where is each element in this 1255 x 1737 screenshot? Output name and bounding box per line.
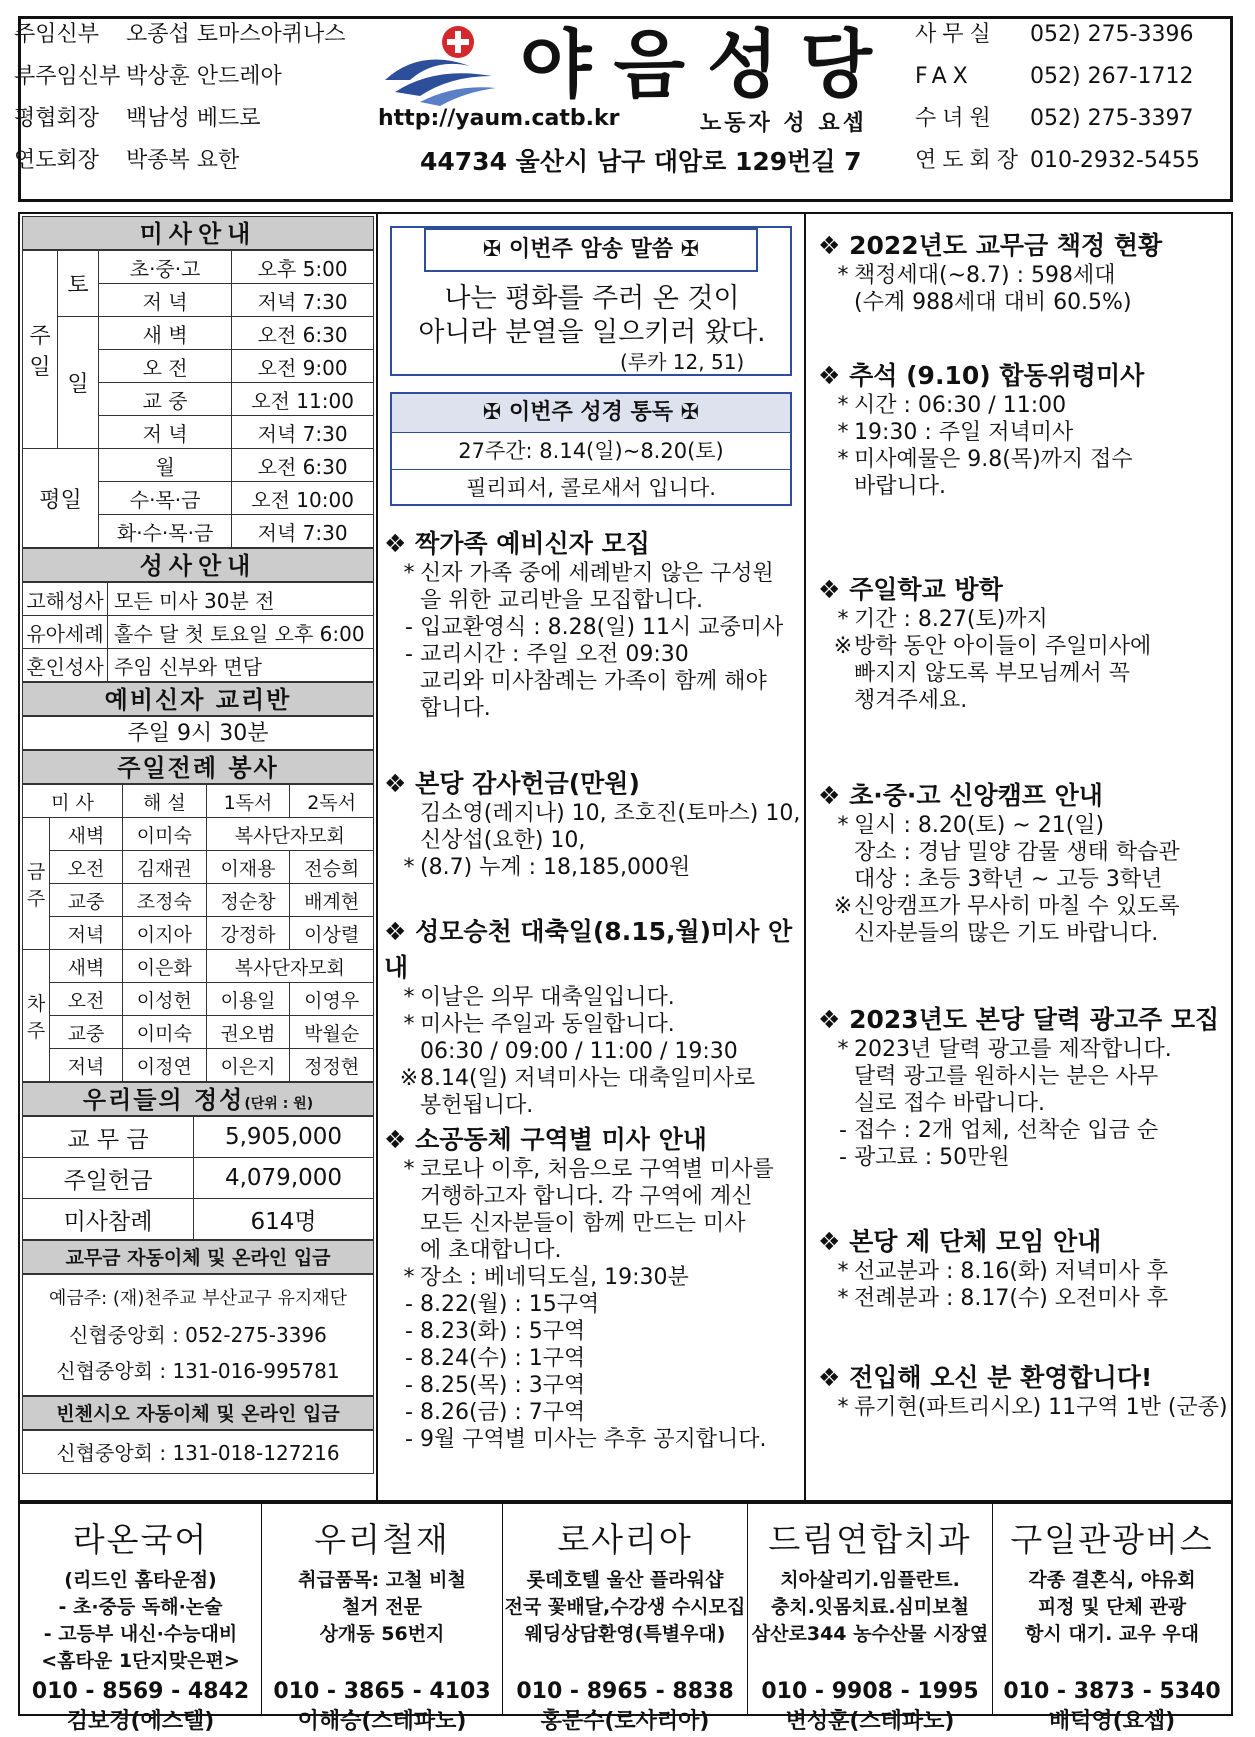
ad-line: <홈타운 1단지맞은편> xyxy=(41,1650,240,1672)
notice-section xyxy=(818,226,1228,316)
notice-line: * 시간 : 06:30 / 11:00 xyxy=(837,393,1067,418)
ad-line: 웨딩상담환영(특별우대) xyxy=(524,1623,726,1645)
ad-block xyxy=(993,1504,1231,1734)
notice-line: ※방학 동안 아이들이 주일미사에 xyxy=(833,634,1152,659)
notice-heading: ❖ 성모승천 대축일(8.15,월)미사 안내 xyxy=(384,917,793,982)
ad-phone: 010 - 3873 - 5340 xyxy=(1003,1679,1221,1704)
sunday-group-label: 주일 xyxy=(23,251,58,449)
left-column xyxy=(22,216,374,1474)
notice-line: 모든 신자분들이 함께 만드는 미사 xyxy=(420,1211,746,1236)
table-row: 저녁 이정연 이은지 정정현 xyxy=(23,1049,374,1082)
staff-row: 평협회장 백남성 베드로 xyxy=(14,106,261,131)
notice-line: 챙겨주세요. xyxy=(854,688,968,713)
ad-line: 항시 대기. 교우 우대 xyxy=(1025,1623,1199,1645)
catechumen-time: 주일 9시 30분 xyxy=(22,716,374,750)
table-row: 수·목·금 오전 10:00 xyxy=(23,482,374,515)
notice-line: - 8.24(수) : 1구역 xyxy=(405,1346,586,1371)
notice-heading: ❖ 2023년도 본당 달력 광고주 모집 xyxy=(818,1005,1220,1034)
table-row: 오전 이성헌 이용일 이영우 xyxy=(23,983,374,1016)
service-table xyxy=(22,784,374,1082)
catechumen-title: 예비신자 교리반 xyxy=(22,682,374,716)
notice-line: - 광고료 : 50만원 xyxy=(839,1145,1010,1170)
parish-url[interactable]: http://yaum.catb.kr xyxy=(378,106,620,131)
table-row: 유아세례 홀수 달 첫 토요일 오후 6:00 xyxy=(23,616,374,649)
notice-heading: ❖ 전입해 오신 분 환영합니다! xyxy=(818,1363,1153,1392)
table-row: 미사참례 614명 xyxy=(23,1199,374,1240)
table-row: 저녁 이지아 강정하 이상렬 xyxy=(23,917,374,950)
table-row: 오 전 오전 9:00 xyxy=(23,350,374,383)
notice-heading: ❖ 소공동체 구역별 미사 안내 xyxy=(384,1125,707,1154)
mass-title: 미사안내 xyxy=(22,216,374,250)
table-row: 혼인성사 주임 신부와 면담 xyxy=(23,649,374,682)
ad-block xyxy=(503,1504,748,1734)
notice-section xyxy=(384,912,804,1119)
table-row: 교중 이미숙 권오범 박월순 xyxy=(23,1016,374,1049)
notice-line: * 신자 가족 중에 세례받지 않은 구성원 xyxy=(403,561,774,586)
next-week-label: 차주 xyxy=(23,950,50,1082)
table-row: 고해성사 모든 미사 30분 전 xyxy=(23,583,374,616)
ad-owner: 배덕영(요셉) xyxy=(1048,1709,1176,1734)
notice-line: - 입교환영식 : 8.28(일) 11시 교중미사 xyxy=(405,615,784,640)
ad-name: 라온국어 xyxy=(72,1520,209,1559)
notice-section xyxy=(384,524,804,722)
notice-line: ※신앙캠프가 무사히 마칠 수 있도록 xyxy=(833,894,1180,919)
table-row: 오전 김재권 이재용 전승희 xyxy=(23,851,374,884)
notice-line: 봉헌됩니다. xyxy=(420,1093,534,1118)
parish-title: 야음성당 xyxy=(520,22,894,108)
ad-line: 철거 전문 xyxy=(341,1596,423,1618)
table-row: 주일헌금 4,079,000 xyxy=(23,1158,374,1199)
notice-section xyxy=(384,1120,804,1453)
ad-owner: 홍문수(로사리아) xyxy=(540,1709,710,1734)
notice-section xyxy=(818,570,1228,714)
staff-list xyxy=(14,14,374,182)
notice-line: * (8.7) 누계 : 18,185,000원 xyxy=(403,855,691,880)
bible-reading-box xyxy=(390,392,792,506)
notice-line: 신상섭(요한) 10, xyxy=(420,828,586,853)
ad-name: 드림연합치과 xyxy=(768,1520,972,1559)
notice-line: 에 초대합니다. xyxy=(420,1238,562,1263)
notice-line: * 2023년 달력 광고를 제작합니다. xyxy=(837,1037,1172,1062)
notice-line: * 책정세대(~8.7) : 598세대 xyxy=(837,263,1116,288)
contact-row: FAX 052) 267-1712 xyxy=(915,64,1194,89)
account1-info: 예금주: (재)천주교 부산교구 유지재단 신협중앙회 : 052-275-3396 신협중앙회 : 131-016-995781 xyxy=(22,1274,374,1396)
contact-row: 수녀원 052) 275-3397 xyxy=(915,106,1194,131)
notice-line: 달력 광고를 원하시는 분은 사무 xyxy=(854,1064,1159,1089)
bible-title: ✠ 이번주 성경 통독 ✠ xyxy=(392,394,790,433)
ad-line: 전국 꽃배달,수강생 수시모집 xyxy=(504,1596,746,1618)
ad-line: - 고등부 내신·수능대비 xyxy=(43,1623,238,1645)
ad-phone: 010 - 9908 - 1995 xyxy=(761,1679,979,1704)
notice-line: * 선교분과 : 8.16(화) 저녁미사 후 xyxy=(837,1259,1169,1284)
account1-title: 교무금 자동이체 및 온라인 입금 xyxy=(22,1240,374,1274)
verse-title: ✠ 이번주 암송 말씀 ✠ xyxy=(424,228,758,272)
notice-heading: ❖ 주일학교 방학 xyxy=(818,575,1003,604)
notice-line: * 일시 : 8.20(토) ~ 21(일) xyxy=(837,813,1105,838)
parish-logo-icon xyxy=(380,18,500,108)
table-row: 차주 새벽 이은화 복사단자모회 xyxy=(23,950,374,983)
ad-owner: 김보경(에스텔) xyxy=(66,1709,215,1734)
table-row: 교중 조정숙 정순창 배계현 xyxy=(23,884,374,917)
notice-line: 06:30 / 09:00 / 11:00 / 19:30 xyxy=(420,1039,738,1064)
bible-period: 27주간: 8.14(일)~8.20(토) xyxy=(392,433,790,470)
account2-info: 신협중앙회 : 131-018-127216 xyxy=(22,1430,374,1474)
ad-block xyxy=(20,1504,262,1734)
sacrament-table xyxy=(22,582,374,682)
table-row: 평일 월 오전 6:30 xyxy=(23,449,374,482)
service-title: 주일전례 봉사 xyxy=(22,750,374,784)
notice-heading: ❖ 추석 (9.10) 합동위령미사 xyxy=(818,361,1145,390)
notice-line: - 교리시간 : 주일 오전 09:30 xyxy=(405,642,689,667)
ad-line: 취급품목: 고철 비철 xyxy=(298,1569,466,1591)
notice-line: ※8.14(일) 저녁미사는 대축일미사로 xyxy=(399,1066,756,1091)
notice-line: * 미사예물은 9.8(목)까지 접수 xyxy=(837,447,1133,472)
notice-line: - 9월 구역별 미사는 추후 공지합니다. xyxy=(405,1427,767,1452)
sunday-label: 일 xyxy=(58,317,99,449)
notice-heading: ❖ 본당 감사헌금(만원) xyxy=(384,769,640,798)
staff-row: 연도회장 박종복 요한 xyxy=(14,148,240,173)
sacrament-title: 성사안내 xyxy=(22,548,374,582)
offering-table xyxy=(22,1116,374,1240)
ad-owner: 이해승(스테파노) xyxy=(297,1709,467,1734)
table-row: 저 녁 저녁 7:30 xyxy=(23,284,374,317)
table-row: 주일 토 초·중·고 오후 5:00 xyxy=(23,251,374,284)
notice-line: 거행하고자 합니다. 각 구역에 계신 xyxy=(420,1184,753,1209)
notice-line: - 접수 : 2개 업체, 선착순 입금 순 xyxy=(839,1118,1159,1143)
patron-saint: 노동자 성 요셉 xyxy=(700,111,867,136)
notice-line: (수계 988세대 대비 60.5%) xyxy=(854,290,1132,315)
ad-block xyxy=(748,1504,993,1734)
staff-row: 주임신부 오종섭 토마스아퀴나스 xyxy=(14,22,346,47)
ad-phone: 010 - 8569 - 4842 xyxy=(31,1679,250,1704)
notice-line: 신자분들의 많은 기도 바랍니다. xyxy=(854,921,1159,946)
verse-ref: (루카 12, 51) xyxy=(620,350,745,374)
ad-name: 로사리아 xyxy=(557,1520,693,1559)
table-row: 교 중 오전 11:00 xyxy=(23,383,374,416)
notice-line: * 코로나 이후, 처음으로 구역별 미사를 xyxy=(403,1157,774,1182)
notice-line: 실로 접수 바랍니다. xyxy=(854,1091,1045,1116)
notice-section xyxy=(818,776,1228,947)
ad-name: 우리철재 xyxy=(314,1520,450,1559)
notice-line: 합니다. xyxy=(420,696,491,721)
bible-books: 필리피서, 콜로새서 입니다. xyxy=(466,476,716,500)
notice-line: 빠지지 않도록 부모님께서 꼭 xyxy=(854,661,1131,686)
this-week-label: 금주 xyxy=(23,818,50,950)
notice-section xyxy=(818,1222,1228,1312)
notice-section xyxy=(384,764,804,881)
notice-line: - 8.25(목) : 3구역 xyxy=(405,1373,586,1398)
table-row: 미 사 해 설 1독서 2독서 xyxy=(23,785,374,818)
notice-heading: ❖ 짝가족 예비신자 모집 xyxy=(384,529,650,558)
notice-section xyxy=(818,1358,1228,1421)
ad-line: (리드인 홈타운점) xyxy=(64,1569,217,1591)
notice-line: * 미사는 주일과 동일합니다. xyxy=(403,1012,675,1037)
notice-section xyxy=(818,1000,1228,1171)
ad-phone: 010 - 3865 - 4103 xyxy=(273,1679,491,1704)
notice-line: - 8.26(금) : 7구역 xyxy=(405,1400,586,1425)
weekday-label: 평일 xyxy=(23,449,99,548)
notice-line: 을 위한 교리반을 모집합니다. xyxy=(420,588,703,613)
notice-line: - 8.22(월) : 15구역 xyxy=(405,1292,600,1317)
table-row: 화·수·목·금 저녁 7:30 xyxy=(23,515,374,548)
ad-line: 상개동 56번지 xyxy=(319,1623,445,1645)
notice-heading: ❖ 본당 제 단체 모임 안내 xyxy=(818,1227,1102,1256)
ad-phone: 010 - 8965 - 8838 xyxy=(516,1679,734,1704)
ad-line: 롯데호텔 울산 플라워샵 xyxy=(526,1569,724,1591)
notice-line: 교리와 미사참례는 가족이 함께 해야 xyxy=(420,669,767,694)
ad-owner: 변성훈(스테파노) xyxy=(785,1709,955,1734)
ad-line: 삼산로344 농수산물 시장옆 xyxy=(751,1623,989,1645)
notice-line: * 기간 : 8.27(토)까지 xyxy=(837,607,1048,632)
staff-row: 부주임신부 박상훈 안드레아 xyxy=(14,64,282,89)
notice-line: 바랍니다. xyxy=(854,474,947,499)
notice-heading: ❖ 2022년도 교무금 책정 현황 xyxy=(818,231,1163,260)
notice-line: * 장소 : 베네딕도실, 19:30분 xyxy=(403,1265,689,1290)
ad-line: 각종 결혼식, 야유회 xyxy=(1028,1569,1196,1591)
notice-line: * 전례분과 : 8.17(수) 오전미사 후 xyxy=(837,1286,1169,1311)
ad-line: 충치.잇몸치료.심미보철 xyxy=(771,1596,969,1618)
ad-line: - 초·중등 독해·논술 xyxy=(58,1596,223,1618)
contact-list xyxy=(915,14,1215,182)
ad-line: 치아살리기.임플란트. xyxy=(780,1569,960,1591)
notice-line: 장소 : 경남 밀양 감물 생태 학습관 xyxy=(854,840,1180,865)
ad-line: 피정 및 단체 관광 xyxy=(1037,1596,1187,1618)
notice-line: * 19:30 : 주일 저녁미사 xyxy=(837,420,1074,445)
verse-text: 나는 평화를 주러 온 것이 아니라 분열을 일으키러 왔다. xyxy=(418,283,766,348)
notice-section xyxy=(818,356,1228,500)
mass-table xyxy=(22,250,374,548)
table-row: 교 무 금 5,905,000 xyxy=(23,1117,374,1158)
ad-name: 구일관광버스 xyxy=(1010,1520,1214,1559)
parish-address: 44734 울산시 남구 대암로 129번길 7 xyxy=(420,147,862,176)
ad-block xyxy=(262,1504,503,1734)
notice-heading: ❖ 초·중·고 신앙캠프 안내 xyxy=(818,781,1103,810)
saturday-label: 토 xyxy=(58,251,99,317)
contact-row: 사무실 052) 275-3396 xyxy=(915,22,1194,47)
contact-row: 연도회장 010-2932-5455 xyxy=(915,148,1200,173)
notice-line: * 류기현(파트리시오) 11구역 1반 (군종) xyxy=(837,1395,1228,1420)
table-row: 일 새 벽 오전 6:30 xyxy=(23,317,374,350)
table-row: 저 녁 저녁 7:30 xyxy=(23,416,374,449)
account2-title: 빈첸시오 자동이체 및 온라인 입금 xyxy=(22,1396,374,1430)
offering-title: 우리들의 정성(단위 : 원) xyxy=(22,1082,374,1116)
table-row: 금주 새벽 이미숙 복사단자모회 xyxy=(23,818,374,851)
notice-line: * 이날은 의무 대축일입니다. xyxy=(403,985,675,1010)
notice-line: - 8.23(화) : 5구역 xyxy=(405,1319,586,1344)
notice-line: 김소영(레지나) 10, 조호진(토마스) 10, xyxy=(420,801,801,826)
notice-line: 대상 : 초등 3학년 ~ 고등 3학년 xyxy=(854,867,1163,892)
